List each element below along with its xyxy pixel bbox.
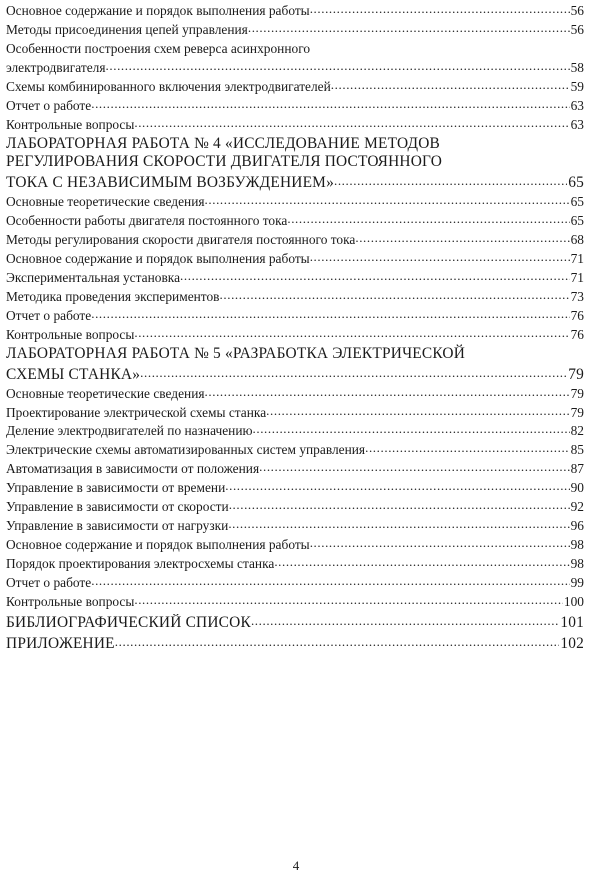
dot-leader bbox=[331, 78, 570, 91]
dot-leader bbox=[251, 612, 559, 627]
toc-entry-row bbox=[6, 231, 584, 250]
toc-entry-page: 56 bbox=[570, 3, 584, 19]
dot-leader bbox=[355, 231, 569, 244]
toc-entry-row bbox=[6, 250, 584, 269]
toc-entry-page: 79 bbox=[568, 365, 584, 383]
toc-entry-title: Особенности работы двигателя постоянного тока bbox=[6, 213, 288, 229]
dot-leader bbox=[253, 422, 570, 435]
toc-entry-title: Основные теоретические сведения bbox=[6, 194, 205, 210]
toc-entry[interactable] bbox=[6, 21, 584, 40]
toc-entry-title: Управление в зависимости от нагрузки bbox=[6, 518, 229, 534]
toc-entry[interactable] bbox=[6, 460, 584, 479]
toc-entry-page: 87 bbox=[570, 461, 584, 477]
table-of-contents bbox=[6, 2, 584, 654]
toc-entry[interactable] bbox=[6, 498, 584, 517]
toc-entry[interactable] bbox=[6, 422, 584, 441]
toc-entry[interactable] bbox=[6, 97, 584, 116]
toc-entry-page: 58 bbox=[570, 59, 584, 75]
toc-entry-row bbox=[6, 517, 584, 536]
toc-entry[interactable] bbox=[6, 269, 584, 288]
dot-leader bbox=[225, 479, 569, 492]
toc-entry[interactable] bbox=[6, 135, 584, 193]
dot-leader bbox=[91, 307, 569, 320]
toc-entry[interactable] bbox=[6, 40, 584, 78]
dot-leader bbox=[248, 21, 570, 34]
toc-entry-page: 71 bbox=[570, 251, 584, 267]
toc-entry-row bbox=[6, 269, 584, 288]
toc-entry-title-line: ЛАБОРАТОРНАЯ РАБОТА № 4 «ИССЛЕДОВАНИЕ МЕТОДОВ bbox=[6, 134, 440, 152]
toc-entry[interactable] bbox=[6, 212, 584, 231]
toc-entry-title: Методы присоединения цепей управления bbox=[6, 22, 248, 38]
toc-entry-row bbox=[6, 633, 584, 654]
toc-entry-page: 99 bbox=[570, 575, 584, 591]
toc-entry-page: 92 bbox=[570, 499, 584, 515]
toc-entry-page: 65 bbox=[570, 194, 584, 210]
dot-leader bbox=[106, 59, 570, 72]
toc-entry-row bbox=[6, 326, 584, 345]
toc-entry-page: 79 bbox=[570, 385, 584, 401]
toc-entry-title: Отчет о работе bbox=[6, 575, 92, 591]
toc-entry-row bbox=[6, 555, 584, 574]
dot-leader bbox=[180, 269, 570, 282]
dot-leader bbox=[287, 212, 569, 225]
toc-entry-page: 79 bbox=[570, 404, 584, 420]
toc-entry-title: ТОКА С НЕЗАВИСИМЫМ ВОЗБУЖДЕНИЕМ» bbox=[6, 174, 334, 192]
toc-entry[interactable] bbox=[6, 345, 584, 385]
dot-leader bbox=[91, 97, 569, 110]
dot-leader bbox=[134, 326, 569, 339]
toc-entry-title: Основное содержание и порядок выполнения работы bbox=[6, 3, 310, 19]
toc-entry-row bbox=[6, 2, 584, 21]
toc-entry-page: 73 bbox=[570, 288, 584, 304]
toc-entry-row bbox=[6, 479, 584, 498]
toc-entry[interactable] bbox=[6, 536, 584, 555]
dot-leader bbox=[140, 363, 567, 378]
toc-entry-title: БИБЛИОГРАФИЧЕСКИЙ СПИСОК bbox=[6, 614, 251, 632]
toc-entry-title: СХЕМЫ СТАНКА» bbox=[6, 365, 141, 383]
toc-entry-title: Электрические схемы автоматизированных систем управления bbox=[6, 442, 366, 458]
toc-entry[interactable] bbox=[6, 193, 584, 212]
toc-entry-page: 96 bbox=[570, 518, 584, 534]
toc-entry-row bbox=[6, 574, 584, 593]
toc-entry-title: Управление в зависимости от скорости bbox=[6, 499, 229, 515]
toc-entry[interactable] bbox=[6, 326, 584, 345]
toc-entry-page: 76 bbox=[570, 307, 584, 323]
toc-entry-row bbox=[6, 212, 584, 231]
toc-entry[interactable] bbox=[6, 116, 584, 135]
toc-entry-title: Основное содержание и порядок выполнения работы bbox=[6, 251, 310, 267]
toc-entry[interactable] bbox=[6, 250, 584, 269]
dot-leader bbox=[310, 2, 570, 15]
dot-leader bbox=[274, 555, 569, 568]
dot-leader bbox=[310, 536, 570, 549]
toc-entry[interactable] bbox=[6, 384, 584, 403]
dot-leader bbox=[365, 441, 570, 454]
toc-entry-page: 90 bbox=[570, 480, 584, 496]
dot-leader bbox=[134, 593, 563, 606]
toc-entry-title: Основные теоретические сведения bbox=[6, 385, 205, 401]
toc-entry[interactable] bbox=[6, 441, 584, 460]
toc-entry-page: 98 bbox=[570, 556, 584, 572]
toc-entry-page: 98 bbox=[570, 537, 584, 553]
toc-entry-row bbox=[6, 193, 584, 212]
toc-entry[interactable] bbox=[6, 231, 584, 250]
toc-entry[interactable] bbox=[6, 517, 584, 536]
toc-entry-row bbox=[6, 59, 584, 78]
toc-entry-title: Схемы комбинированного включения электродвигателей bbox=[6, 78, 331, 94]
toc-entry[interactable] bbox=[6, 403, 584, 422]
toc-entry-page: 85 bbox=[570, 442, 584, 458]
dot-leader bbox=[259, 460, 569, 473]
toc-entry-title: Экспериментальная установка bbox=[6, 270, 181, 285]
toc-entry-title: Контрольные вопросы bbox=[6, 594, 135, 610]
dot-leader bbox=[334, 172, 567, 187]
toc-entry-title: Контрольные вопросы bbox=[6, 326, 135, 342]
toc-entry-row bbox=[6, 536, 584, 555]
dot-leader bbox=[115, 633, 560, 648]
toc-entry-page: 100 bbox=[563, 594, 584, 610]
toc-entry-title-line: Особенности построения схем реверса асинхронного bbox=[6, 40, 311, 56]
toc-entry-title: Основное содержание и порядок выполнения работы bbox=[6, 537, 310, 553]
toc-entry-page: 65 bbox=[570, 213, 584, 229]
toc-entry[interactable] bbox=[6, 288, 584, 307]
toc-entry[interactable] bbox=[6, 78, 584, 97]
toc-entry-title: ПРИЛОЖЕНИЕ bbox=[6, 635, 115, 653]
toc-entry-title: Методы регулирования скорости двигателя постоянного тока bbox=[6, 232, 356, 248]
dot-leader bbox=[134, 116, 569, 129]
toc-entry-row bbox=[6, 116, 584, 135]
toc-entry-row bbox=[6, 97, 584, 116]
toc-entry-title: Управление в зависимости от времени bbox=[6, 480, 226, 496]
toc-entry-page: 101 bbox=[560, 614, 584, 632]
toc-entry-page: 76 bbox=[570, 326, 584, 342]
toc-entry-row bbox=[6, 460, 584, 479]
toc-entry-page: 59 bbox=[570, 78, 584, 94]
dot-leader bbox=[220, 288, 570, 301]
toc-entry[interactable] bbox=[6, 555, 584, 574]
toc-entry-page: 63 bbox=[570, 116, 584, 132]
dot-leader bbox=[229, 498, 570, 511]
dot-leader bbox=[205, 384, 570, 397]
dot-leader bbox=[91, 574, 569, 587]
toc-entry-row bbox=[6, 384, 584, 403]
toc-entry-row bbox=[6, 172, 584, 193]
toc-entry-title: Отчет о работе bbox=[6, 97, 92, 113]
toc-entry-row bbox=[6, 593, 584, 612]
dot-leader bbox=[266, 403, 569, 416]
toc-entry[interactable] bbox=[6, 593, 584, 612]
toc-entry-row bbox=[6, 21, 584, 40]
toc-entry-title: Отчет о работе bbox=[6, 307, 92, 323]
toc-entry-row bbox=[6, 498, 584, 517]
page-number: 4 bbox=[292, 858, 300, 873]
toc-entry-page: 102 bbox=[560, 635, 584, 653]
toc-entry-title: Контрольные вопросы bbox=[6, 116, 135, 132]
toc-entry-page: 68 bbox=[570, 232, 584, 248]
toc-entry[interactable] bbox=[6, 633, 584, 654]
toc-entry[interactable] bbox=[6, 574, 584, 593]
toc-entry-title: Методика проведения экспериментов bbox=[6, 288, 220, 304]
toc-entry-title: Проектирование электрической схемы станка bbox=[6, 404, 267, 420]
toc-entry-title-line: РЕГУЛИРОВАНИЯ СКОРОСТИ ДВИГАТЕЛЯ ПОСТОЯННОГО bbox=[6, 153, 443, 171]
dot-leader bbox=[205, 193, 570, 206]
toc-entry-title: электродвигателя bbox=[6, 59, 106, 75]
toc-entry[interactable] bbox=[6, 612, 584, 633]
dot-leader bbox=[310, 250, 570, 263]
toc-entry-title: Автоматизация в зависимости от положения bbox=[6, 461, 260, 477]
toc-entry-row bbox=[6, 441, 584, 460]
toc-entry-row bbox=[6, 307, 584, 326]
toc-entry[interactable] bbox=[6, 2, 584, 21]
toc-entry-row bbox=[6, 612, 584, 633]
dot-leader bbox=[228, 517, 569, 530]
toc-entry-page: 63 bbox=[570, 97, 584, 113]
toc-entry[interactable] bbox=[6, 307, 584, 326]
toc-entry-page: 71 bbox=[570, 270, 584, 285]
toc-entry-title: Порядок проектирования электросхемы станка bbox=[6, 556, 275, 572]
toc-entry-row bbox=[6, 422, 584, 441]
toc-entry-page: 82 bbox=[570, 423, 584, 439]
toc-entry-title: Деление электродвигателей по назначению bbox=[6, 423, 253, 439]
toc-entry-title-line: ЛАБОРАТОРНАЯ РАБОТА № 5 «РАЗРАБОТКА ЭЛЕКТРИЧЕСКОЙ bbox=[6, 344, 466, 362]
toc-entry-page: 56 bbox=[570, 22, 584, 38]
toc-entry-page: 65 bbox=[568, 174, 584, 192]
toc-entry-row bbox=[6, 363, 584, 384]
toc-entry[interactable] bbox=[6, 479, 584, 498]
toc-entry-row bbox=[6, 288, 584, 307]
toc-entry-row bbox=[6, 78, 584, 97]
toc-entry-row bbox=[6, 403, 584, 422]
